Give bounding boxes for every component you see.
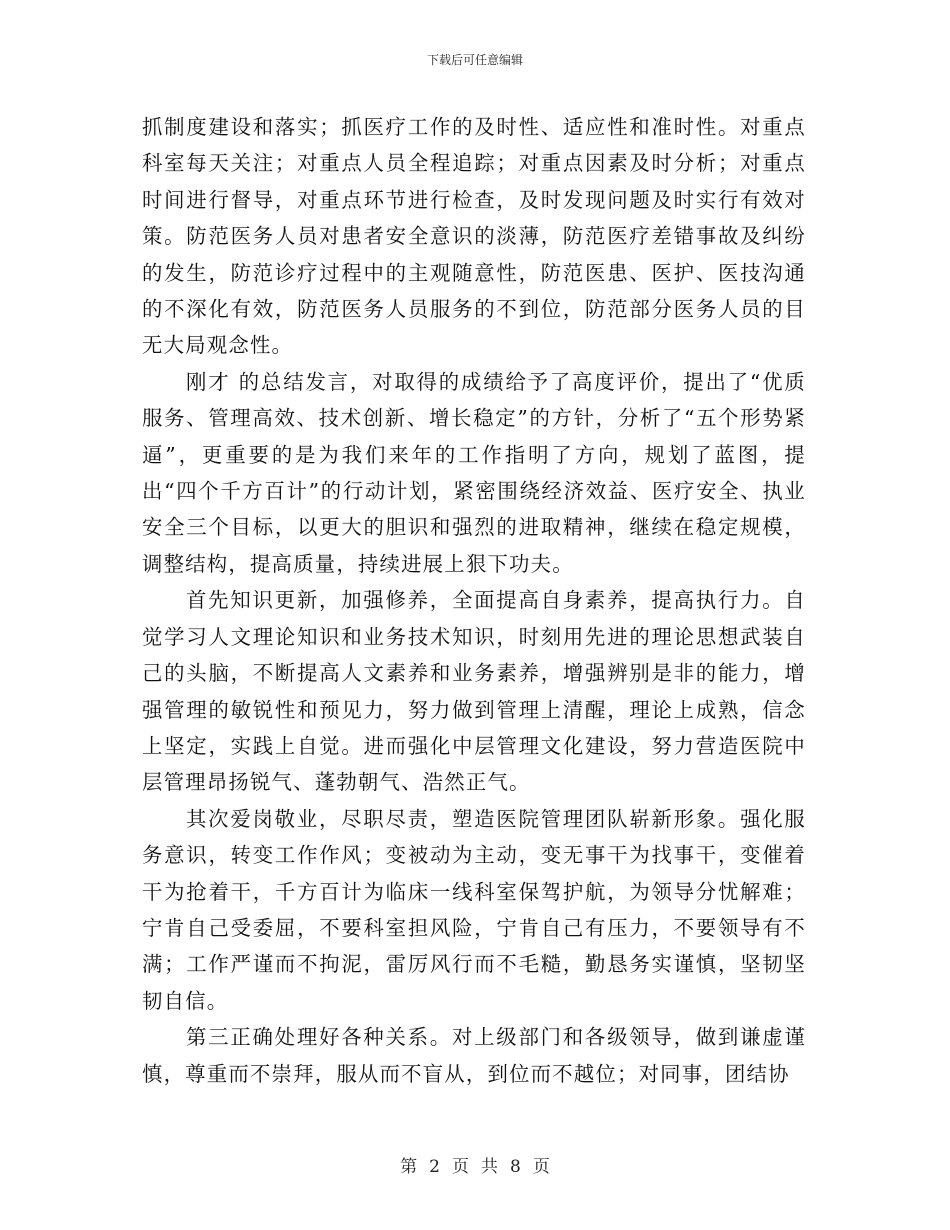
paragraph-4: 其次爱岗敬业，尽职尽责，塑造医院管理团队崭新形象。强化服务意识，转变工作作风；变被动为主动，变无事干为找事干，变催着干为抢着干，千方百计为临床一线科室保驾护航，为领导分忧解难；宁肯自己受委屈，不要科室担风险，宁肯自己有压力，不要领导有不满；工作严谨而不拘泥，雷厉风行而不毛糙，勤恳务实谨慎，坚韧坚韧自信。 xyxy=(142,806,806,1013)
footer-label-page-unit: 页 xyxy=(452,1157,469,1177)
footer-label-total-unit: 页 xyxy=(532,1157,550,1177)
paragraph-5: 第三正确处理好各种关系。对上级部门和各级领导，做到谦虚谨慎，尊重而不崇拜，服从而不盲从，到位而不越位；对同事，团结协 xyxy=(142,1025,806,1086)
paragraph-3: 首先知识更新，加强修养，全面提高自身素养，提高执行力。自觉学习人文理论知识和业务技术知识，时刻用先进的理论思想武装自己的头脑，不断提高人文素养和业务素养，增强辨别是非的能力，增强管理的敏锐性和预见力，努力做到管理上清醒，理论上成熟，信念上坚定，实践上自觉。进而强化中层管理文化建设，努力营造医院中层管理昂扬锐气、蓬勃朝气、浩然正气。 xyxy=(142,588,806,795)
footer-total-pages: 8 xyxy=(510,1157,521,1177)
footer-current-page: 2 xyxy=(429,1157,440,1177)
paragraph-2: 刚才 的总结发言，对取得的成绩给予了高度评价，提出了“优质服务、管理高效、技术创新、增长稳定”的方针，分析了“五个形势紧逼”，更重要的是为我们来年的工作指明了方向，规划了蓝图，提出“四个千方百计”的行动计划，紧密围绕经济效益、医疗安全、执业安全三个目标，以更大的胆识和强烈的进取精神，继续在稳定规模，调整结构，提高质量，持续进展上狠下功夫。 xyxy=(142,369,806,576)
footer-label-page: 第 xyxy=(400,1157,418,1177)
footer-label-total: 共 xyxy=(481,1157,498,1177)
page-footer xyxy=(0,1155,950,1179)
document-body xyxy=(142,109,806,1092)
page-header-note: 下载后可任意编辑 xyxy=(426,53,523,67)
paragraph-1: 抓制度建设和落实；抓医疗工作的及时性、适应性和准时性。对重点科室每天关注；对重点人员全程追踪；对重点因素及时分析；对重点时间进行督导，对重点环节进行检查，及时发现问题及时实行有效对策。防范医务人员对患者安全意识的淡薄，防范医疗差错事故及纠纷的发生，防范诊疗过程中的主观随意性，防范医患、医护、医技沟通的不深化有效，防范医务人员服务的不到位，防范部分医务人员的目无大局观念性。 xyxy=(142,115,806,358)
